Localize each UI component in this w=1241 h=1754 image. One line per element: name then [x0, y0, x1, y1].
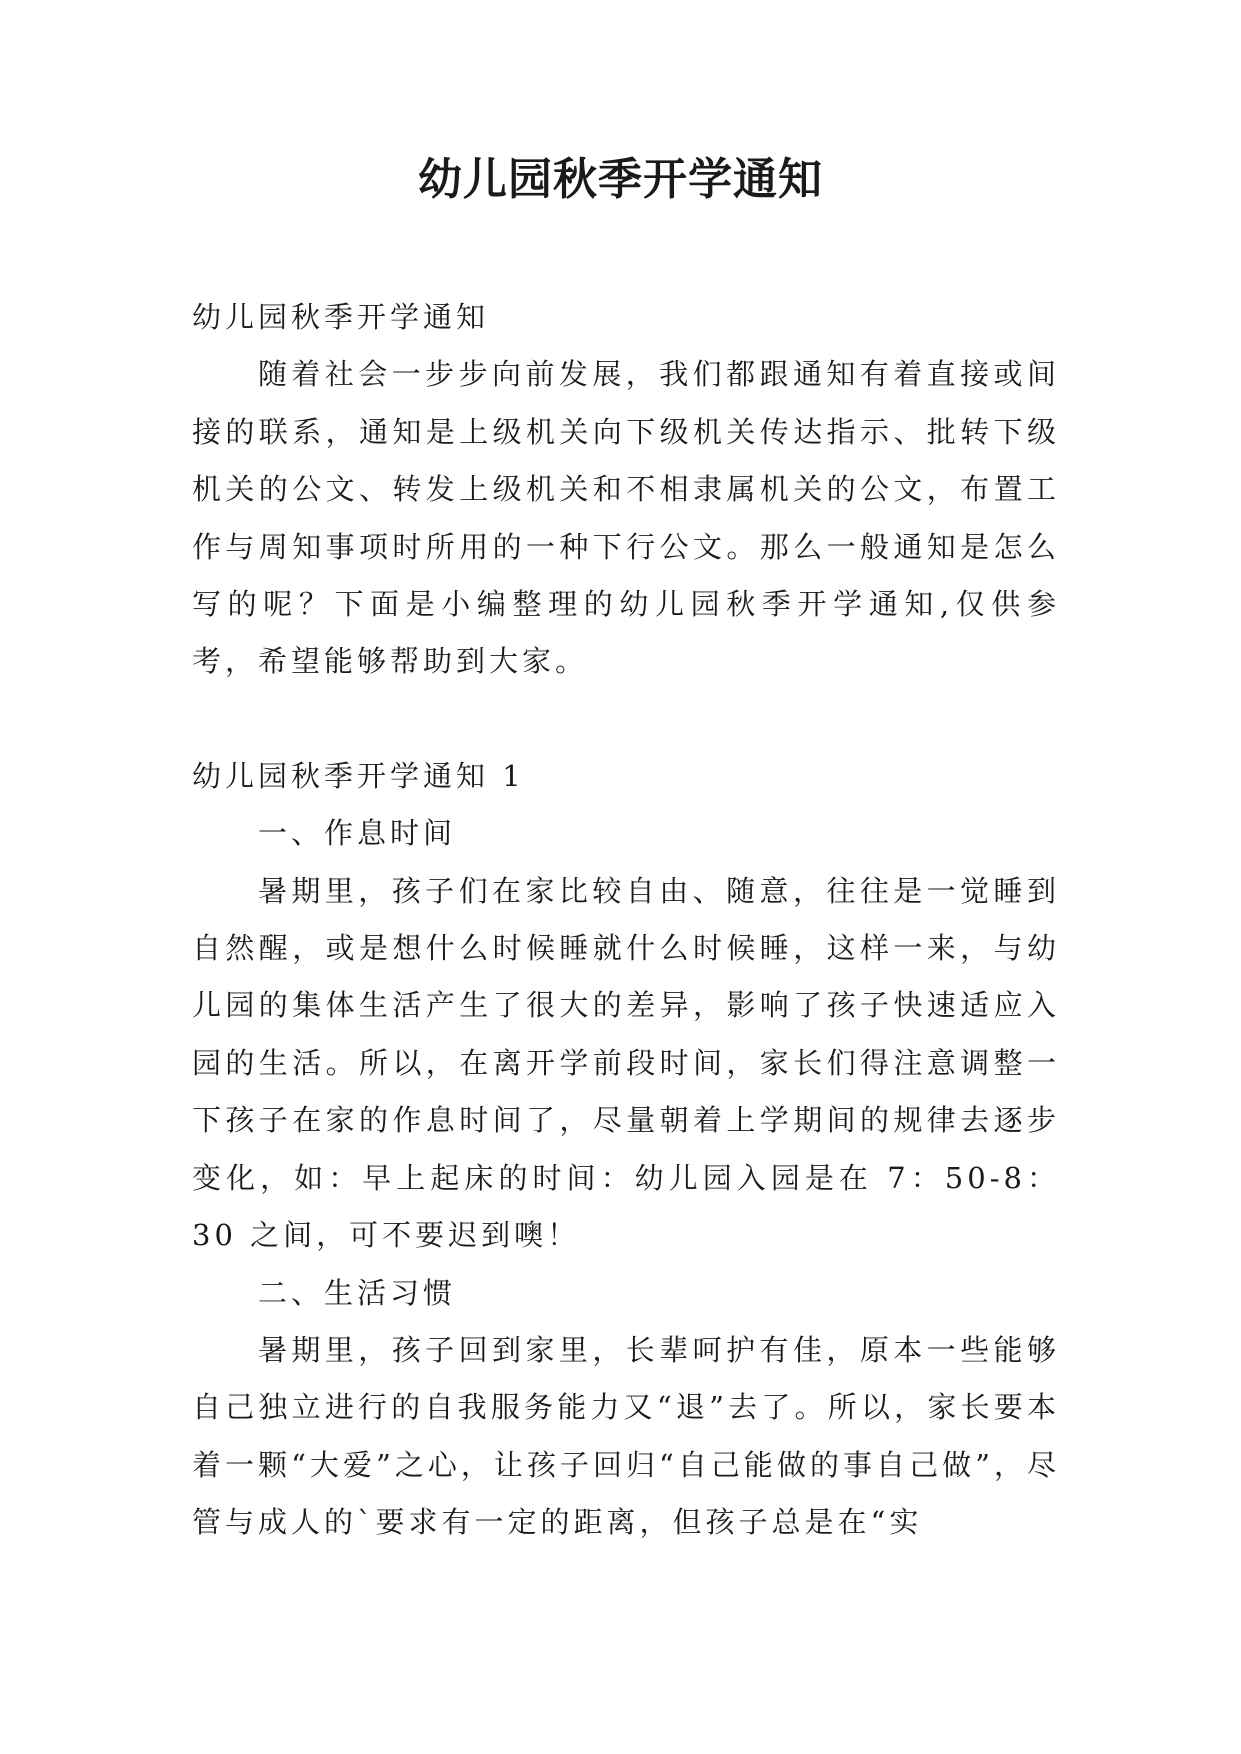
- section-heading: 幼儿园秋季开学通知: [192, 300, 490, 334]
- schedule-paragraph: 暑期里，孩子们在家比较自由、随意，往往是一觉睡到自然醒，或是想什么时候睡就什么时候睡，这样一来，与幼儿园的集体生活产生了很大的差异，影响了孩子快速适应入园的生活。所以，在离开学前段时间，家长们得注意调整一下孩子在家的作息时间了，尽量朝着上学期间的规律去逐步变化，如：早上起床的时间：幼儿园入园是在 7：50-8：30 之间，可不要迟到噢！: [192, 873, 1060, 1253]
- intro-paragraph: 随着社会一步步向前发展，我们都跟通知有着直接或间接的联系，通知是上级机关向下级机关传达指示、批转下级机关的公文、转发上级机关和不相隶属机关的公文，布置工作与周知事项时所用的一种下行公文。那么一般通知是怎么写的呢？下面是小编整理的幼儿园秋季开学通知,仅供参考，希望能够帮助到大家。: [192, 357, 1060, 679]
- subheading-habits: 二、生活习惯: [258, 1275, 457, 1310]
- document-title: 幼儿园秋季开学通知: [418, 154, 823, 205]
- subheading-schedule: 一、作息时间: [258, 816, 457, 851]
- document-body: [192, 289, 1060, 1552]
- notice-heading: 幼儿园秋季开学通知 1: [192, 758, 525, 793]
- paragraph-spacer: [192, 691, 1060, 748]
- habits-paragraph: 暑期里，孩子回到家里，长辈呵护有佳，原本一些能够自己独立进行的自我服务能力又“退”去了。所以，家长要本着一颗“大爱”之心，让孩子回归“自己能做的事自己做”，尽管与成人的`要求有一定的距离，但孩子总是在“实: [192, 1332, 1060, 1540]
